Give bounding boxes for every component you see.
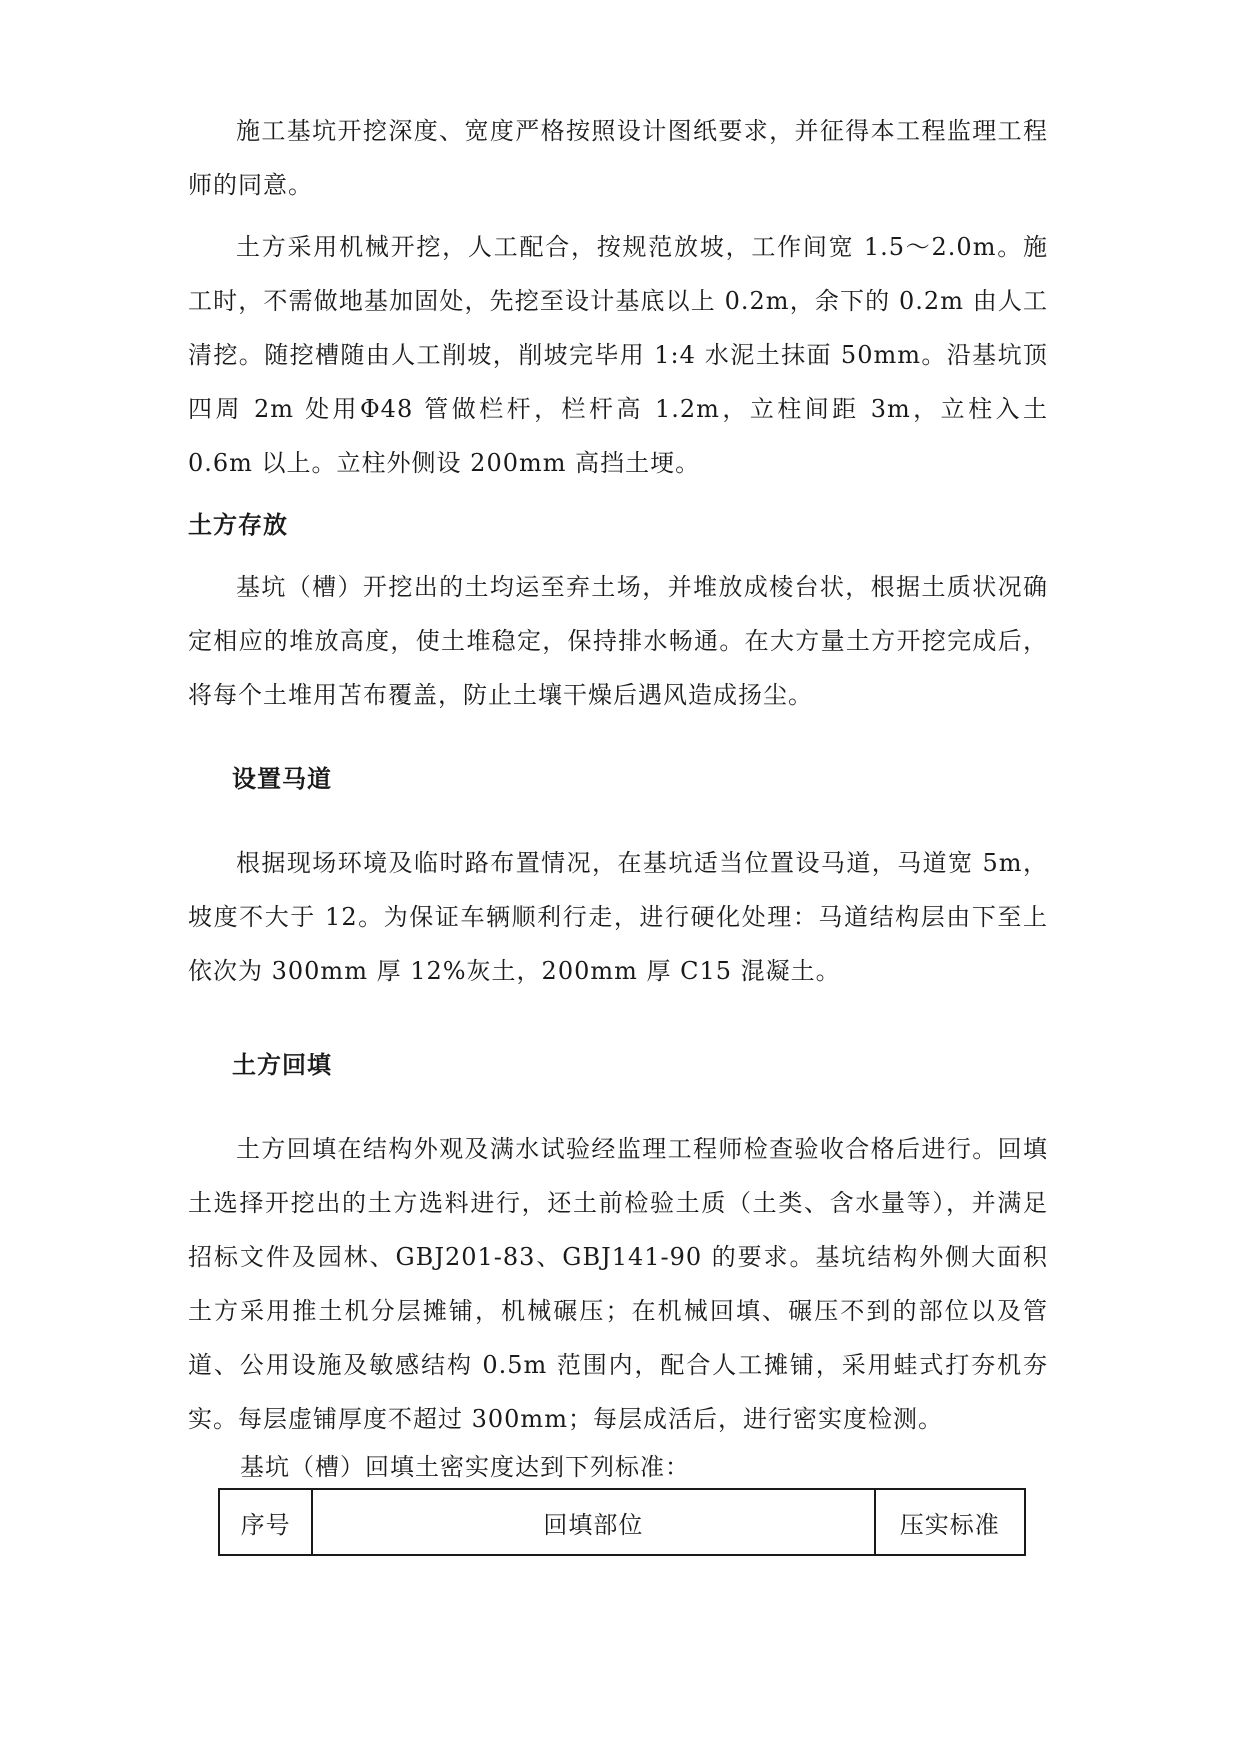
header-compaction-standard: 压实标准 <box>875 1489 1026 1555</box>
paragraph-soil-storage: 基坑（槽）开挖出的土均运至弃土场，并堆放成棱台状，根据土质状况确定相应的堆放高度，使土堆稳定，保持排水畅通。在大方量土方开挖完成后，将每个土堆用苫布覆盖，防止土壤干燥后遇风造成扬尘。 <box>188 573 1048 709</box>
header-serial-number: 序号 <box>219 1489 312 1555</box>
table-caption: 基坑（槽）回填土密实度达到下列标准： <box>240 1453 690 1481</box>
table-header-row <box>219 1489 1025 1555</box>
heading-backfill: 土方回填 <box>232 1051 332 1079</box>
paragraph-backfill: 土方回填在结构外观及满水试验经监理工程师检查验收合格后进行。回填土选择开挖出的土方选料进行，还土前检验土质（土类、含水量等），并满足招标文件及园林、GBJ201-83、GBJ141-90 的要求。基坑结构外侧大面积土方采用推土机分层摊铺，机械碾压；在机械回填、碾压不到的部位以及管道、公用设施及敏感结构 0.5m 范围内，配合人工摊铺，采用蛙式打夯机夯实。每层虚铺厚度不超过 300mm；每层成活后，进行密实度检测。 <box>188 1135 1048 1433</box>
header-backfill-location: 回填部位 <box>312 1489 874 1555</box>
paragraph-ramp-setup: 根据现场环境及临时路布置情况，在基坑适当位置设马道，马道宽 5m，坡度不大于 12。为保证车辆顺利行走，进行硬化处理：马道结构层由下至上依次为 300mm 厚 12%灰土，200mm 厚 C15 混凝土。 <box>188 849 1048 985</box>
heading-soil-storage: 土方存放 <box>188 511 288 539</box>
paragraph-excavation-method: 土方采用机械开挖，人工配合，按规范放坡，工作间宽 1.5～2.0m。施工时，不需做地基加固处，先挖至设计基底以上 0.2m，余下的 0.2m 由人工清挖。随挖槽随由人工削坡，削坡完毕用 1:4 水泥土抹面 50mm。沿基坑顶四周 2m 处用Φ48 管做栏杆，栏杆高 1.2m，立柱间距 3m，立柱入土 0.6m 以上。立柱外侧设 200mm 高挡土埂。 <box>188 233 1048 477</box>
paragraph-excavation-depth: 施工基坑开挖深度、宽度严格按照设计图纸要求，并征得本工程监理工程师的同意。 <box>188 117 1048 199</box>
heading-ramp-setup: 设置马道 <box>232 765 332 793</box>
document-page <box>188 104 1048 1556</box>
compaction-standard-table <box>218 1488 1026 1556</box>
